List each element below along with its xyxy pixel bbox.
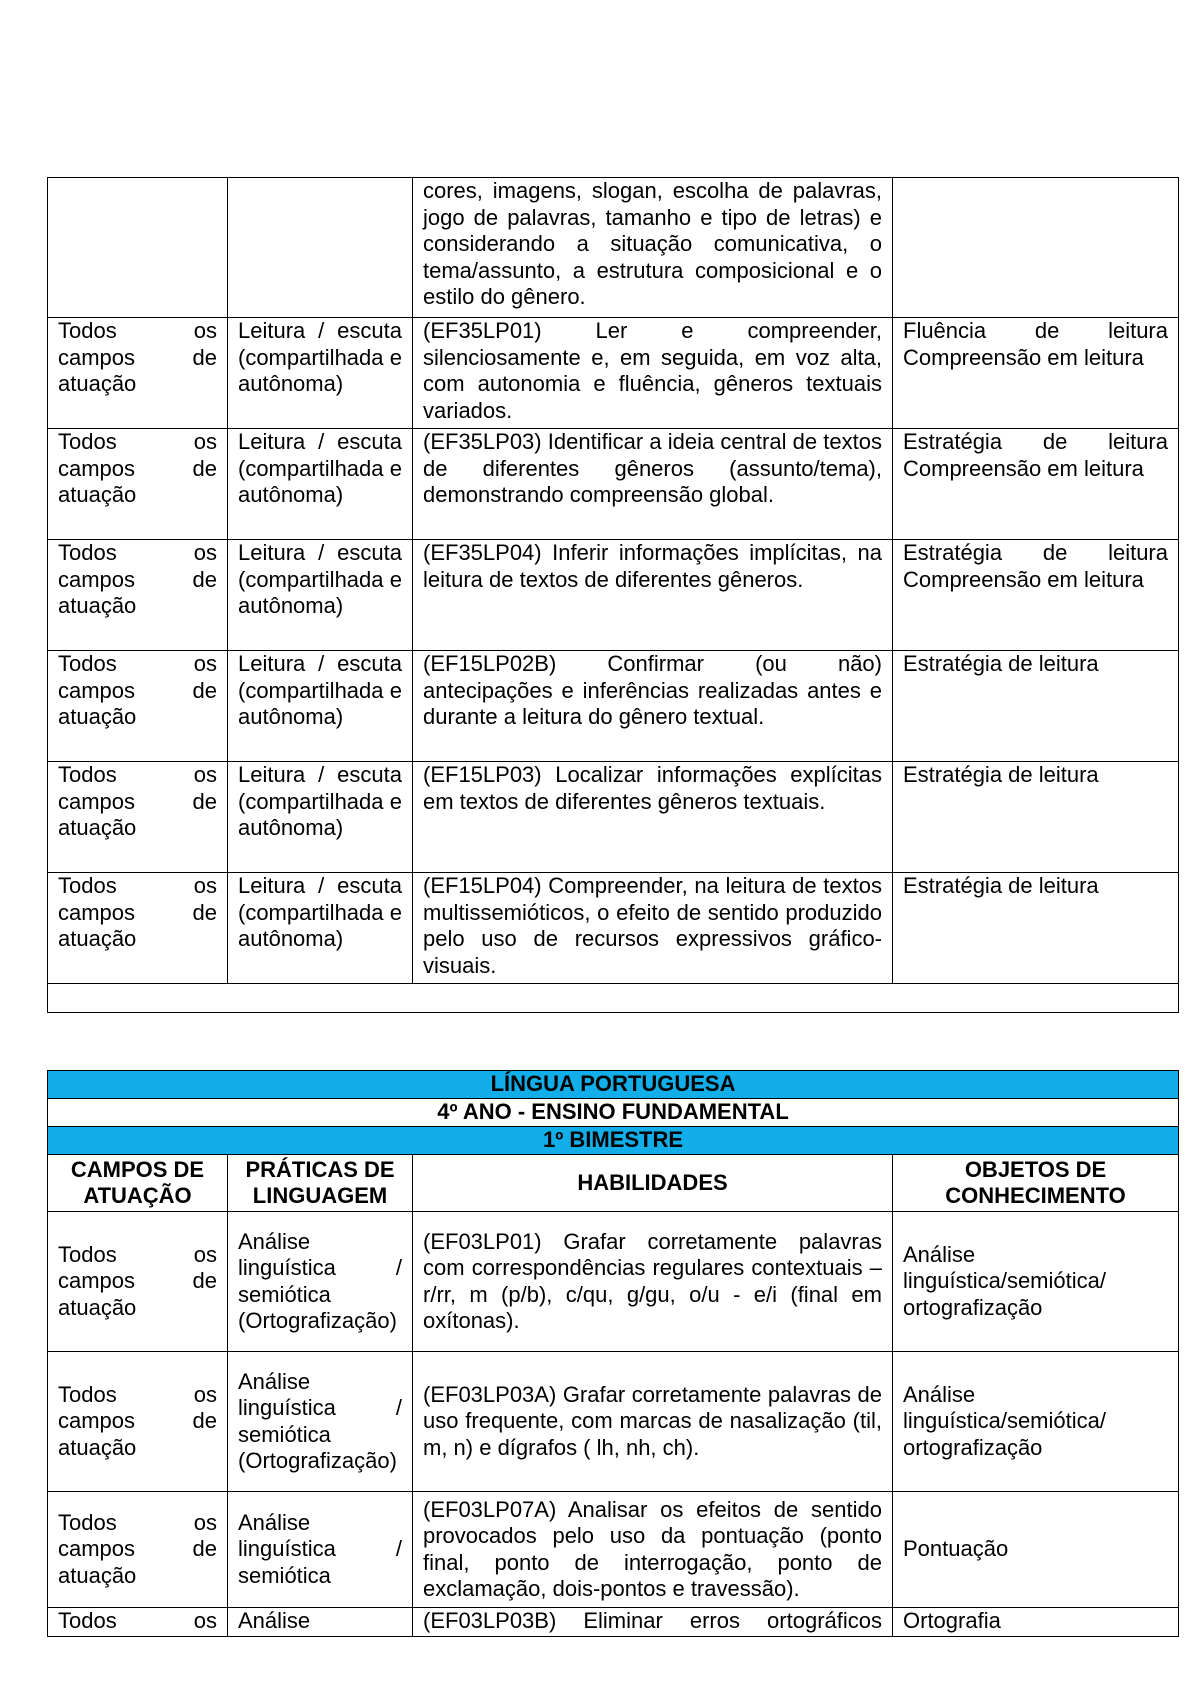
campo-cell: Todos os campos de atuação — [48, 318, 228, 429]
objeto-cell: Pontuação — [893, 1492, 1179, 1608]
campo-cell: Todos os campos de atuação — [48, 1492, 228, 1608]
pratica-cell: Leitura / escuta (compartilhada e autônoma) — [228, 762, 413, 873]
objeto-cell: Análise linguística/semiótica/ ortografização — [893, 1352, 1179, 1492]
header-objeto: OBJETOS DE CONHECIMENTO — [893, 1155, 1179, 1212]
pratica-cell: Leitura / escuta (compartilhada e autônoma) — [228, 651, 413, 762]
header-pratica: PRÁTICAS DE LINGUAGEM — [228, 1155, 413, 1212]
table-row — [48, 178, 1179, 318]
empty-cell — [48, 984, 1179, 1013]
objeto-cell: Estratégia de leitura Compreensão em leitura — [893, 540, 1179, 651]
objeto-cell: Estratégia de leitura — [893, 762, 1179, 873]
habilidade-cell: (EF03LP01) Grafar corretamente palavras com correspondências regulares contextuais – r/rr, m (p/b), c/qu, g/gu, o/u - e/i (final em oxítonas). — [413, 1212, 893, 1352]
campo-cell: Todos os campos de atuação — [48, 651, 228, 762]
campo-cell: Todos os campos de atuação — [48, 540, 228, 651]
pratica-cell: Análise linguística / semiótica — [228, 1492, 413, 1608]
table-row — [48, 540, 1179, 651]
objeto-cell: Estratégia de leitura — [893, 873, 1179, 984]
habilidade-cell: (EF03LP03A) Grafar corretamente palavras de uso frequente, com marcas de nasalização (til, m, n) e dígrafos ( lh, nh, ch). — [413, 1352, 893, 1492]
table-row — [48, 1352, 1179, 1492]
table-row — [48, 651, 1179, 762]
campo-cell: Todos os campos de atuação — [48, 1212, 228, 1352]
period-title: 1º BIMESTRE — [48, 1127, 1179, 1155]
pratica-cell: Análise linguística / semiótica (Ortografização) — [228, 1352, 413, 1492]
grade-band — [48, 1099, 1179, 1127]
skills-table-continuation — [47, 177, 1179, 1013]
table-row — [48, 1212, 1179, 1352]
habilidade-cell: (EF35LP03) Identificar a ideia central de textos de diferentes gêneros (assunto/tema), demonstrando compreensão global. — [413, 429, 893, 540]
habilidade-cell: (EF35LP04) Inferir informações implícitas, na leitura de textos de diferentes gêneros. — [413, 540, 893, 651]
table-row — [48, 1608, 1179, 1637]
campo-cell: Todos os — [48, 1608, 228, 1637]
pratica-cell: Análise — [228, 1608, 413, 1637]
campo-cell: Todos os campos de atuação — [48, 1352, 228, 1492]
curriculum-table — [47, 1070, 1179, 1637]
table-row — [48, 1492, 1179, 1608]
table-row — [48, 762, 1179, 873]
habilidade-cell: (EF15LP02B) Confirmar (ou não) antecipações e inferências realizadas antes e durante a leitura do gênero textual. — [413, 651, 893, 762]
objeto-cell: Ortografia — [893, 1608, 1179, 1637]
campo-cell — [48, 178, 228, 318]
campo-cell: Todos os campos de atuação — [48, 762, 228, 873]
empty-row — [48, 984, 1179, 1013]
period-band — [48, 1127, 1179, 1155]
habilidade-cell: (EF15LP04) Compreender, na leitura de textos multissemióticos, o efeito de sentido produzido pelo uso de recursos expressivos gráfico-visuais. — [413, 873, 893, 984]
table-row — [48, 429, 1179, 540]
pratica-cell: Leitura / escuta (compartilhada e autônoma) — [228, 429, 413, 540]
habilidade-cell: (EF15LP03) Localizar informações explícitas em textos de diferentes gêneros textuais. — [413, 762, 893, 873]
pratica-cell: Leitura / escuta (compartilhada e autônoma) — [228, 540, 413, 651]
subject-title: LÍNGUA PORTUGUESA — [48, 1071, 1179, 1099]
pratica-cell: Leitura / escuta (compartilhada e autônoma) — [228, 318, 413, 429]
objeto-cell: Estratégia de leitura — [893, 651, 1179, 762]
header-campo: CAMPOS DE ATUAÇÃO — [48, 1155, 228, 1212]
objeto-cell — [893, 178, 1179, 318]
pratica-cell: Análise linguística / semiótica (Ortografização) — [228, 1212, 413, 1352]
habilidade-cell: (EF35LP01) Ler e compreender, silenciosamente e, em seguida, em voz alta, com autonomia e fluência, gêneros textuais variados. — [413, 318, 893, 429]
header-row — [48, 1155, 1179, 1212]
habilidade-cell: (EF03LP03B) Eliminar erros ortográficos — [413, 1608, 893, 1637]
objeto-cell: Análise linguística/semiótica/ ortografização — [893, 1212, 1179, 1352]
table-row — [48, 318, 1179, 429]
habilidade-cell: (EF03LP07A) Analisar os efeitos de sentido provocados pelo uso da pontuação (ponto final, ponto de interrogação, ponto de exclamação, dois-pontos e travessão). — [413, 1492, 893, 1608]
pratica-cell — [228, 178, 413, 318]
campo-cell: Todos os campos de atuação — [48, 873, 228, 984]
objeto-cell: Estratégia de leitura Compreensão em leitura — [893, 429, 1179, 540]
header-habilidade: HABILIDADES — [413, 1155, 893, 1212]
pratica-cell: Leitura / escuta (compartilhada e autônoma) — [228, 873, 413, 984]
grade-title: 4º ANO - ENSINO FUNDAMENTAL — [48, 1099, 1179, 1127]
habilidade-cell: cores, imagens, slogan, escolha de palavras, jogo de palavras, tamanho e tipo de letras) e considerando a situação comunicativa, o tema/assunto, a estrutura composicional e o estilo do gênero. — [413, 178, 893, 318]
objeto-cell: Fluência de leitura Compreensão em leitura — [893, 318, 1179, 429]
subject-band — [48, 1071, 1179, 1099]
campo-cell: Todos os campos de atuação — [48, 429, 228, 540]
table-row — [48, 873, 1179, 984]
